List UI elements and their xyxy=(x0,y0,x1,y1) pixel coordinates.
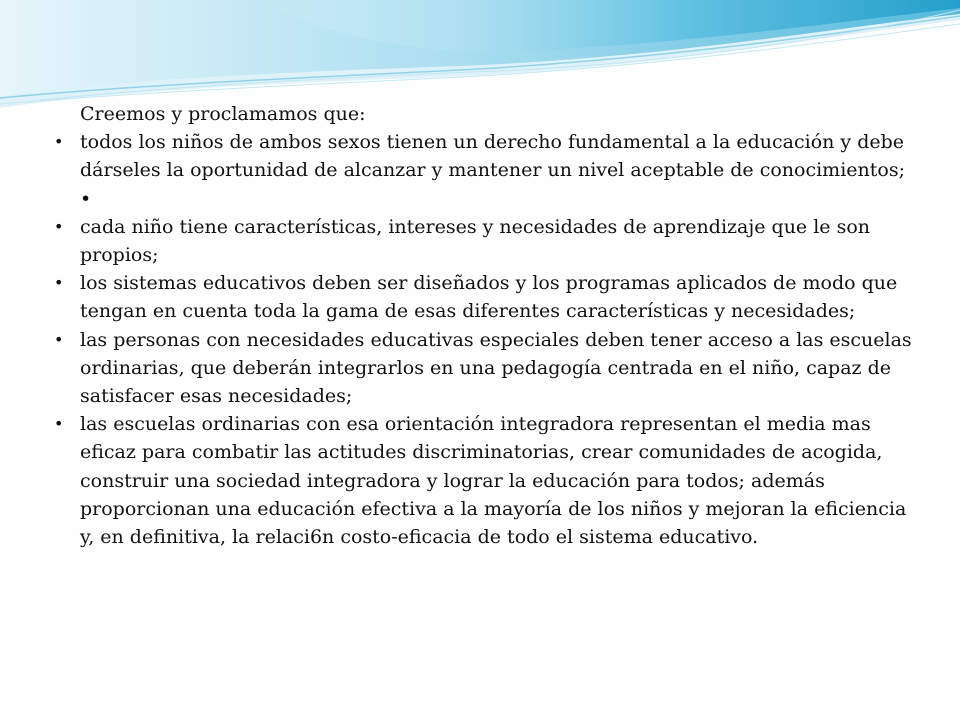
bullet-list xyxy=(52,128,922,551)
bullet-icon: • xyxy=(54,414,64,434)
bullet-item xyxy=(52,128,922,213)
bullet-text: todos los niños de ambos sexos tienen un derecho fundamental a la educación y debe dárseles la oportunidad de alcanzar y mantener un nivel aceptable de conocimientos; • xyxy=(80,131,905,210)
intro-text: Creemos y proclamamos que: xyxy=(80,103,366,125)
bullet-text: cada niño tiene características, intereses y necesidades de aprendizaje que le son propios; xyxy=(80,215,871,267)
bullet-text: los sistemas educativos deben ser diseñados y los programas aplicados de modo que tengan en cuenta toda la gama de esas diferentes características y necesidades; xyxy=(80,272,898,323)
bullet-text: las personas con necesidades educativas especiales deben tener acceso a las escuelas ordinarias, que deberán integrarlos en una pedagogía centrada en el niño, capaz de satisfacer esas necesidades; xyxy=(80,328,912,408)
bullet-icon: • xyxy=(54,329,64,349)
bullet-item xyxy=(52,410,922,551)
bullet-icon: • xyxy=(54,216,64,236)
bullet-text: las escuelas ordinarias con esa orientación integradora representan el media mas eficaz para combatir las actitudes discriminatorias, crear comunidades de acogida, construir una sociedad integradora y lograr la educación para todos; además proporcionan una educación efectiva a la mayoría de los niños y mejoran la eficiencia y, en definitiva, la relaci6n costo-eficacia de todo el sistema educativo. xyxy=(80,413,907,549)
bullet-item xyxy=(52,269,922,325)
bullet-icon: • xyxy=(54,132,64,152)
decorative-wave-header xyxy=(0,0,960,110)
bullet-item xyxy=(52,326,922,411)
slide-body xyxy=(52,100,922,551)
bullet-item xyxy=(52,213,922,269)
bullet-icon: • xyxy=(54,273,64,293)
